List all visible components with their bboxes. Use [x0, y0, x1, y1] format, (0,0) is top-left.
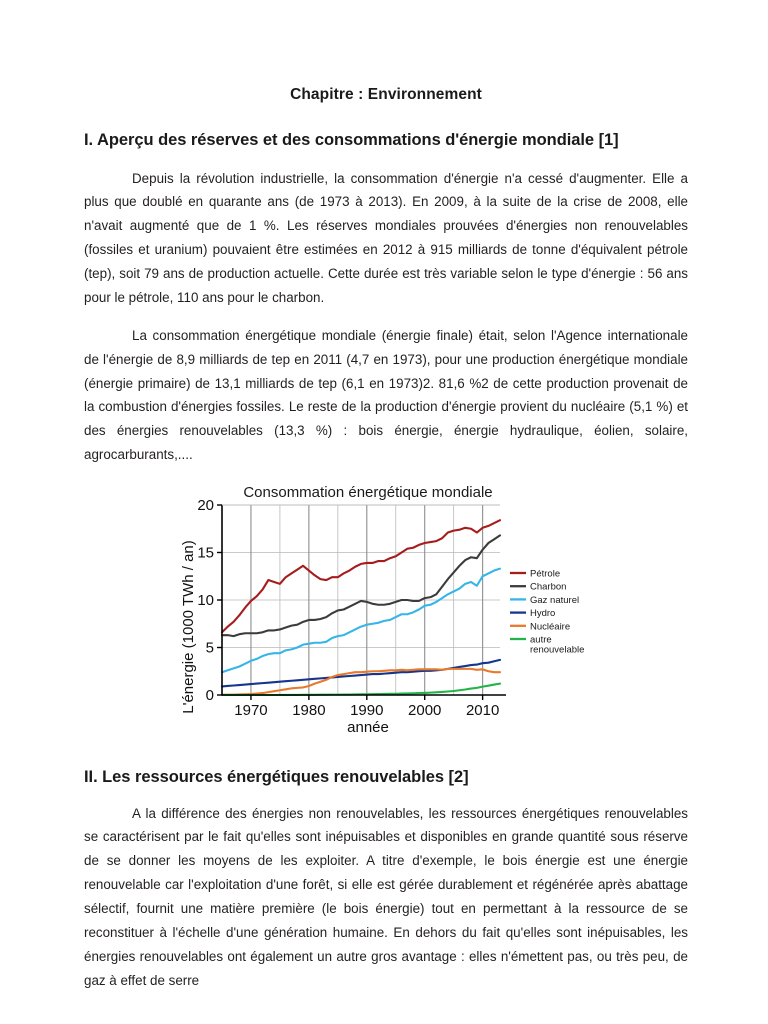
- y-tick-label: 0: [205, 686, 214, 704]
- paragraph-1: Depuis la révolution industrielle, la consommation d'énergie n'a cessé d'augmenter. Elle a plus que doublé en quarante ans (de 1973 à 2013). En 2009, à la suite de la crise de 2008, elle n'avait augmenté que de 1 %. Les réserves mondiales prouvées d'énergies non renouvelables (fossiles et uranium) pouvaient être estimées en 2012 à 915 milliards de tonne d'équivalent pétrole (tep), soit 79 ans de production actuelle. Cette durée est très variable selon le type d'énergie : 56 ans pour le pétrole, 110 ans pour le charbon.: [84, 170, 688, 305]
- legend-label: Hydro: [530, 608, 556, 620]
- x-tick-label: 1990: [350, 701, 384, 719]
- paragraph-3: A la différence des énergies non renouvelables, les ressources énergétiques renouvelables se caractérisent par le fait qu'elles sont inépuisables et disponibles en grande quantité sous réserve de se donner les moyens de les exploiter. A titre d'exemple, le bois énergie est une énergie renouvelable car l'exploitation d'une forêt, si elle est gérée durablement et régénérée après abattage sélectif, fournit une matière première (le bois énergie) tout en permettant à la ressource de se reconstituer à l'échelle d'une génération humaine. En dehors du fait qu'elles sont inépuisables, les énergies renouvelables ont également un autre gros avantage : elles n'émettent pas, ou très peu, de gaz à effet de serre: [84, 805, 688, 988]
- section-heading-1: I. Aperçu des réserves et des consommations d'énergie mondiale [1]: [84, 131, 619, 149]
- legend-label: autre: [530, 634, 552, 646]
- section-heading-2: II. Les ressources énergétiques renouvelables [2]: [84, 767, 469, 786]
- legend-label: Nucléaire: [530, 621, 571, 633]
- chart-container: [176, 477, 596, 739]
- legend-label: Charbon: [530, 581, 567, 593]
- figure-energy-consumption: [84, 477, 688, 739]
- y-tick-label: 20: [197, 496, 214, 514]
- page-title: Chapitre : Environnement: [290, 86, 482, 103]
- legend-label: renouvelable: [530, 644, 585, 656]
- y-tick-label: 5: [205, 639, 214, 657]
- x-tick-label: 2010: [465, 701, 500, 719]
- y-tick-label: 10: [197, 591, 214, 609]
- chart-title: Consommation énergétique mondiale: [243, 483, 493, 501]
- legend-label: Pétrole: [530, 568, 561, 580]
- paragraph-2: La consommation énergétique mondiale (énergie finale) était, selon l'Agence internationale de l'énergie de 8,9 milliards de tep en 2011 (4,7 en 1973), pour une production énergétique mondiale (énergie primaire) de 13,1 milliards de tep (6,1 en 1973)2. 81,6 %2 de cette production provenait de la combustion d'énergies fossiles. Le reste de la production d'énergie provient du nucléaire (5,1 %) et des énergies renouvelables (13,3 %) : bois énergie, énergie hydraulique, éolien, solaire, agrocarburants,....: [84, 327, 688, 463]
- y-tick-label: 15: [197, 544, 214, 562]
- legend-label: Gaz naturel: [530, 594, 580, 606]
- x-tick-label: 1970: [234, 701, 268, 719]
- x-tick-label: 2000: [408, 701, 442, 719]
- energy-consumption-line-chart: [176, 477, 596, 739]
- y-axis-title: L'énergie (1000 TWh / an): [180, 540, 197, 714]
- x-tick-label: 1980: [292, 701, 326, 719]
- x-axis-title: année: [347, 718, 389, 736]
